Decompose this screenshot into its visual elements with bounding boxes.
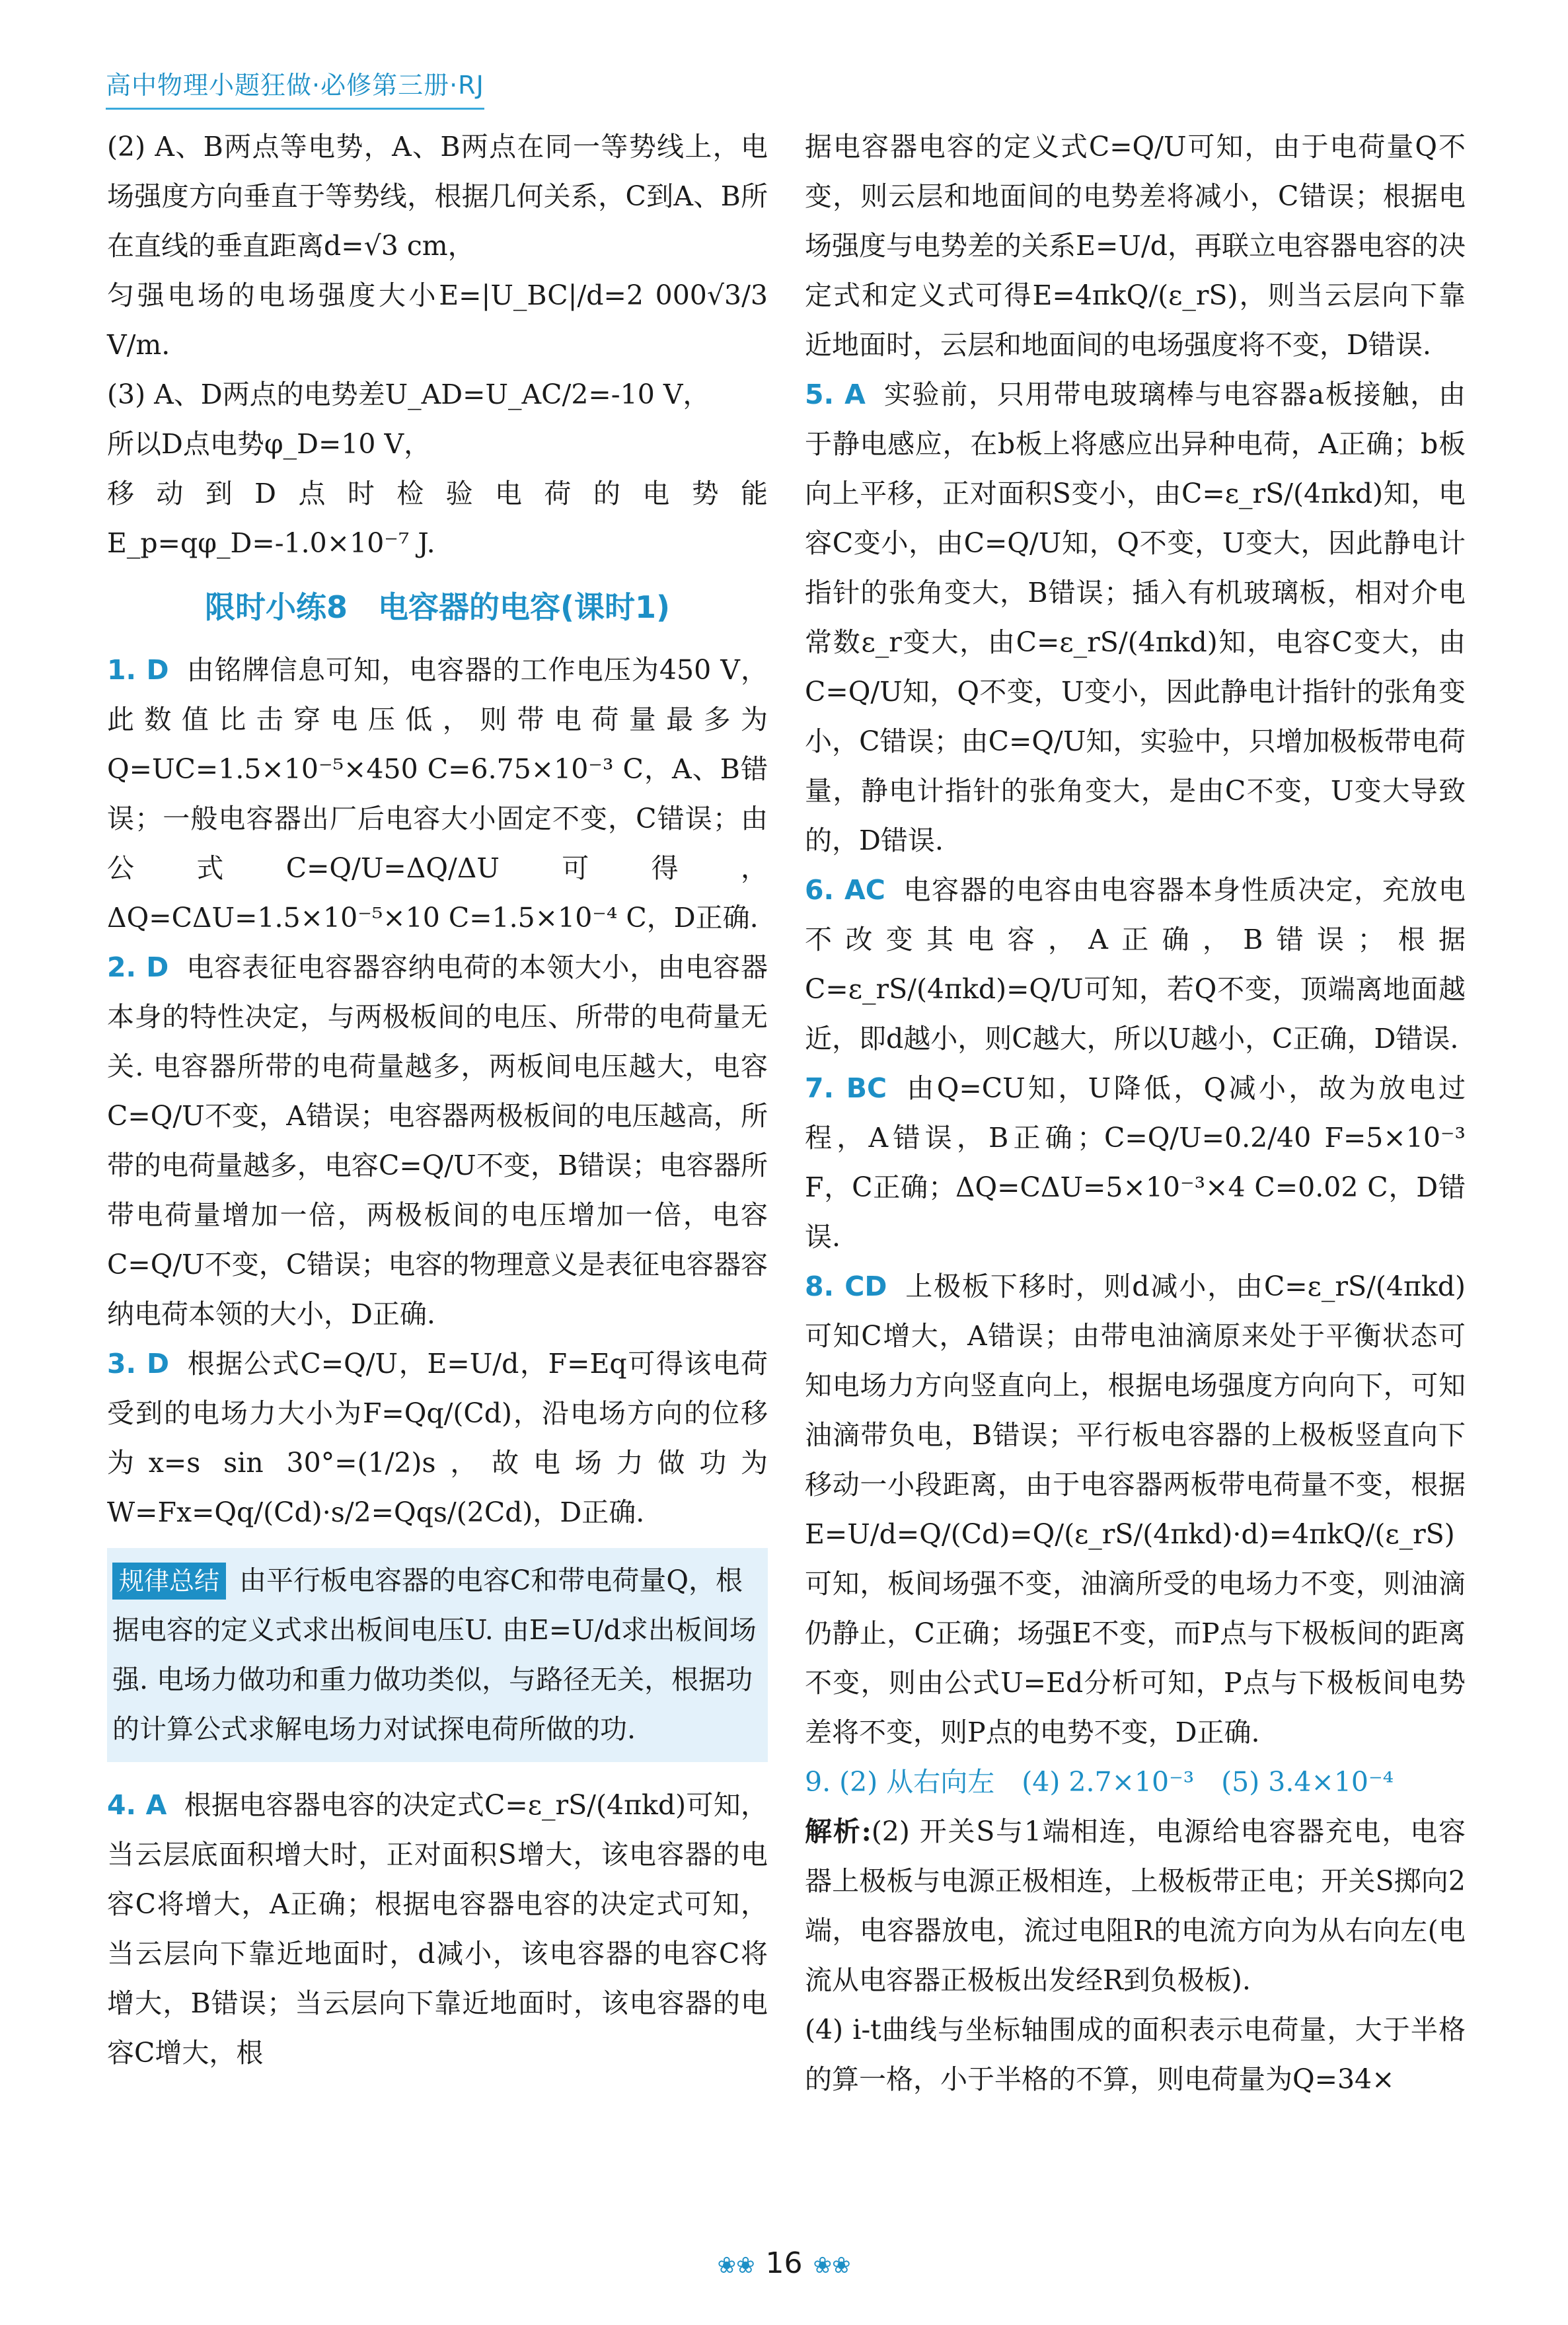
answer-4 (107, 1781, 768, 2078)
answer-number: 1. D (107, 654, 169, 686)
footer-ornament-icon: ❀❀ (813, 2252, 851, 2279)
answer-number: 3. D (107, 1348, 170, 1380)
footer-ornament-icon: ❀❀ (717, 2252, 755, 2279)
answer-text: 根据电容器电容的决定式C=ε_rS/(4πkd)可知，当云层底面积增大时，正对面积S增大，该电容器的电容C将增大，A正确；根据电容器电容的决定式可知，当云层向下靠近地面时，d减小，该电容器的电容C将增大，B错误；当云层向下靠近地面时，该电容器的电容C增大，根 (107, 1789, 768, 2069)
answer-number: 4. A (107, 1789, 167, 1821)
answer-text: 电容器的电容由电容器本身性质决定，充放电不改变其电容，A正确，B错误；根据C=ε_rS/(4πkd)=Q/U可知，若Q不变，顶端离地面越近，即d越小，则C越大，所以U越小，C正确，D错误. (805, 874, 1466, 1054)
intro-paragraph: (2) A、B两点等电势，A、B两点在同一等势线上，电场强度方向垂直于等势线，根据几何关系，C到A、B所在直线的垂直距离d=√3 cm， (107, 131, 768, 262)
answer-2 (107, 943, 768, 1339)
page-number: 16 (765, 2246, 803, 2280)
answer-5 (805, 370, 1466, 866)
answer-9-explanation (805, 1807, 1466, 2005)
answer-number: 2. D (107, 951, 169, 983)
answer-number: 8. CD (805, 1271, 887, 1302)
page-footer (0, 2246, 1568, 2280)
intro-paragraph: 移动到D点时检验电荷的电势能E_p=qφ_D=-1.0×10⁻⁷ J. (107, 478, 768, 559)
intro-paragraph: (3) A、D两点的电势差U_AD=U_AC/2=-10 V， (107, 379, 710, 410)
answer-text: 电容表征电容器容纳电荷的本领大小，由电容器本身的特性决定，与两极板间的电压、所带的电荷量无关. 电容器所带的电荷量越多，两板间电压越大，电容C=Q/U不变，A错误；电容器两极板间的电压越高，所带的电荷量越多，电容C=Q/U不变，B错误；电容器所带电荷量增加一倍，两极板间的电压增加一倍，电容C=Q/U不变，C错误；电容的物理意义是表征电容器容纳电荷本领的大小，D正确. (107, 951, 768, 1330)
right-column (805, 122, 1466, 2104)
answer-8 (805, 1262, 1466, 1757)
summary-tag: 规律总结 (112, 1563, 226, 1600)
explanation-text: (2) 开关S与1端相连，电源给电容器充电，电容器上极板与电源正极相连，上极板带正电；开关S掷向2端，电容器放电，流过电阻R的电流方向为从右向左(电流从电容器正极板出发经R到负极板). (805, 1816, 1466, 1996)
answer-1 (107, 646, 768, 943)
answer-text: 根据公式C=Q/U，E=U/d，F=Eq可得该电荷受到的电场力大小为F=Qq/(Cd)，沿电场方向的位移为x=s sin 30°=(1/2)s，故电场力做功为W=Fx=Qq/(Cd)·s/2=Qqs/(2Cd)，D正确. (107, 1348, 768, 1528)
answer-3 (107, 1339, 768, 1537)
answer-text: 实验前，只用带电玻璃棒与电容器a板接触，由于静电感应，在b板上将感应出异种电荷，A正确；b板向上平移，正对面积S变小，由C=ε_rS/(4πkd)知，电容C变小，由C=Q/U知，Q不变，U变大，因此静电计指针的张角变大，B错误；插入有机玻璃板，相对介电常数ε_r变大，由C=ε_rS/(4πkd)知，电容C变大，由C=Q/U知，Q不变，U变小，因此静电计指针的张角变小，C错误；由C=Q/U知，实验中，只增加极板带电荷量，静电计指针的张角变大，是由C不变，U变大导致的，D错误. (805, 379, 1466, 856)
answer-4-continued: 据电容器电容的定义式C=Q/U可知，由于电荷量Q不变，则云层和地面间的电势差将减小，C错误；根据电场强度与电势差的关系E=U/d，再联立电容器电容的决定式和定义式可得E=4πkQ/(ε_rS)，则当云层向下靠近地面时，云层和地面间的电场强度将不变，D错误. (805, 131, 1466, 361)
answer-text: 由Q=CU知，U降低，Q减小，故为放电过程，A错误，B正确；C=Q/U=0.2/40 F=5×10⁻³ F，C正确；ΔQ=CΔU=5×10⁻³×4 C=0.02 C，D错误. (805, 1072, 1466, 1253)
running-header: 高中物理小题狂做·必修第三册·RJ (106, 65, 484, 110)
answer-number: 7. BC (805, 1072, 887, 1104)
summary-box (107, 1548, 768, 1762)
section-title: 限时小练8 电容器的电容(课时1) (204, 589, 671, 625)
answer-9-explanation-cont: (4) i-t曲线与坐标轴围成的面积表示电荷量，大于半格的算一格，小于半格的不算，则电荷量为Q=34× (805, 2014, 1466, 2095)
intro-paragraph: 匀强电场的电场强度大小E=|U_BC|/d=2 000√3/3 V/m. (107, 279, 768, 361)
answer-number: 6. AC (805, 874, 885, 906)
answer-text: 上极板下移时，则d减小，由C=ε_rS/(4πkd)可知C增大，A错误；由带电油滴原来处于平衡状态可知电场力方向竖直向上，根据电场强度方向向下，可知油滴带负电，B错误；平行板电容器的上极板竖直向下移动一小段距离，由于电容器两板带电荷量不变，根据E=U/d=Q/(Cd)=Q/(ε_rS/(4πkd)·d)=4πkQ/(ε_rS)可知，板间场强不变，油滴所受的电场力不变，则油滴仍静止，C正确；场强E不变，而P点与下极板间的距离不变，则由公式U=Ed分析可知，P点与下极板间电势差将不变，则P点的电势不变，D正确. (805, 1271, 1466, 1748)
answer-9-key: 9. (2) 从右向左 (4) 2.7×10⁻³ (5) 3.4×10⁻⁴ (805, 1766, 1394, 1798)
explanation-label: 解析: (805, 1816, 872, 1847)
left-column (107, 122, 768, 2078)
answer-text: 由铭牌信息可知，电容器的工作电压为450 V，此数值比击穿电压低，则带电荷量最多为Q=UC=1.5×10⁻⁵×450 C=6.75×10⁻³ C，A、B错误；一般电容器出厂后电容大小固定不变，C错误；由公式C=Q/U=ΔQ/ΔU可得，ΔQ=CΔU=1.5×10⁻⁵×10 C=1.5×10⁻⁴ C，D正确. (107, 654, 768, 934)
answer-7 (805, 1064, 1466, 1262)
answer-6 (805, 866, 1466, 1064)
summary-text: 由平行板电容器的电容C和带电荷量Q，根据电容的定义式求出板间电压U. 由E=U/d求出板间场强. 电场力做功和重力做功类似，与路径无关，根据功的计算公式求解电场力对试探电荷所做的功. (112, 1565, 757, 1745)
answer-number: 5. A (805, 379, 866, 410)
intro-paragraph: 所以D点电势φ_D=10 V， (107, 428, 431, 460)
